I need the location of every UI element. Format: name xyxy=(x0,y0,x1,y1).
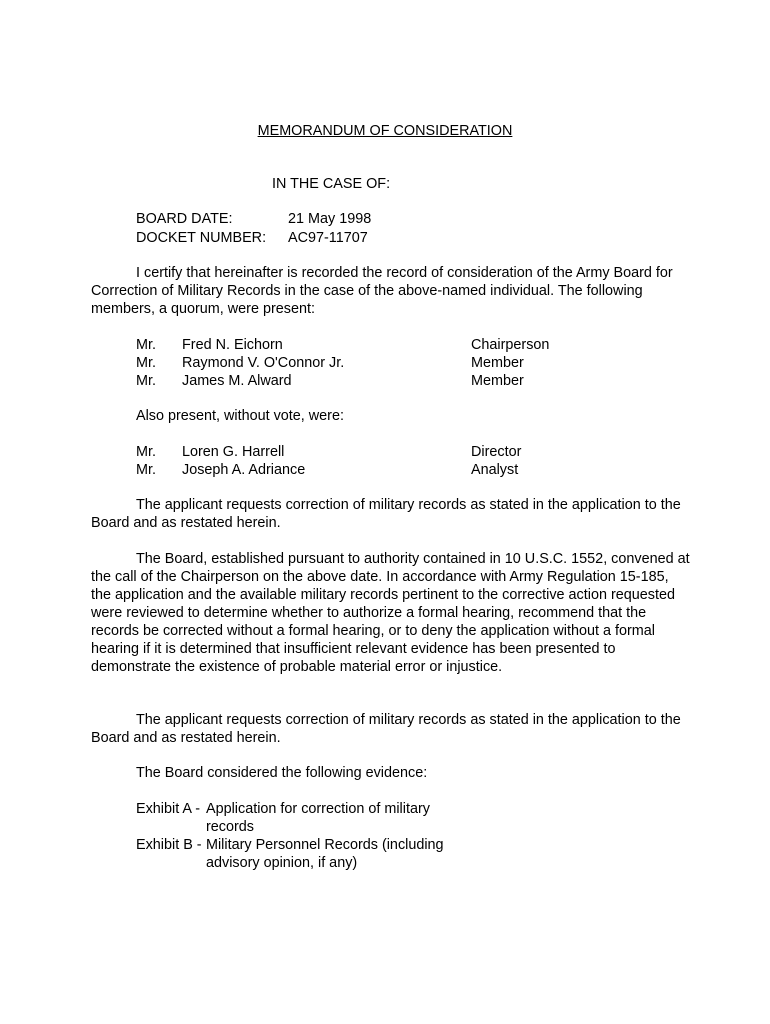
docket-number-value: AC97-11707 xyxy=(288,230,368,246)
staff-title: Mr. xyxy=(136,444,156,460)
evidence-label: The Board considered the following evidence: xyxy=(136,765,428,781)
staff-name: Joseph A. Adriance xyxy=(182,462,306,478)
intro-paragraph: I certify that hereinafter is recorded the record of consideration of the Army Board for Correction of Military Records in the case of the above-named individual. The following members, a quorum, were present: xyxy=(91,265,673,317)
member-name: Fred N. Eichorn xyxy=(182,337,283,353)
member-title: Mr. xyxy=(136,337,156,353)
exhibit-label: Exhibit B - xyxy=(136,837,202,853)
member-title: Mr. xyxy=(136,373,156,389)
exhibit-description: Military Personnel Records (including advisory opinion, if any) xyxy=(206,837,444,871)
request-paragraph-restated: The applicant requests correction of military records as stated in the application to the Board and as restated herein. xyxy=(91,712,681,746)
staff-role: Director xyxy=(471,444,522,460)
member-title: Mr. xyxy=(136,355,156,371)
staff-row xyxy=(136,461,696,479)
board-date-value: 21 May 1998 xyxy=(288,211,372,227)
docket-number-row xyxy=(136,229,368,247)
exhibit-description: Application for correction of military records xyxy=(206,801,430,835)
board-date-label: BOARD DATE: xyxy=(136,211,233,227)
staff-title: Mr. xyxy=(136,462,156,478)
docket-number-label: DOCKET NUMBER: xyxy=(136,230,267,246)
member-name: Raymond V. O'Connor Jr. xyxy=(182,355,345,371)
board-paragraph: The Board, established pursuant to authority contained in 10 U.S.C. 1552, convened at the call of the Chairperson on the above date. In accordance with Army Regulation 15-185, the application and the available military records pertinent to the corrective action requested were reviewed to determine whether to authorize a formal hearing, recommend that the records be corrected without a formal hearing, or to deny the application without a formal hearing if it is determined that insufficient relevant evidence has been presented to demonstrate the existence of probable material error or injustice. xyxy=(91,551,690,675)
member-name: James M. Alward xyxy=(182,373,292,389)
staff-role: Analyst xyxy=(471,462,519,478)
member-role: Chairperson xyxy=(471,337,550,353)
member-row xyxy=(136,336,696,354)
exhibit-item xyxy=(136,800,496,835)
exhibit-item xyxy=(136,836,496,871)
member-row xyxy=(136,372,696,390)
exhibit-label: Exhibit A - xyxy=(136,801,200,817)
member-row xyxy=(136,354,696,372)
also-present-label: Also present, without vote, were: xyxy=(136,408,344,424)
case-heading: IN THE CASE OF: xyxy=(272,176,391,192)
document-title: MEMORANDUM OF CONSIDERATION xyxy=(257,123,513,139)
staff-name: Loren G. Harrell xyxy=(182,444,285,460)
member-role: Member xyxy=(471,355,524,371)
staff-row xyxy=(136,443,696,461)
board-date-row xyxy=(136,210,371,228)
request-paragraph: The applicant requests correction of military records as stated in the application to the Board and as restated herein. xyxy=(91,497,681,531)
member-role: Member xyxy=(471,373,524,389)
